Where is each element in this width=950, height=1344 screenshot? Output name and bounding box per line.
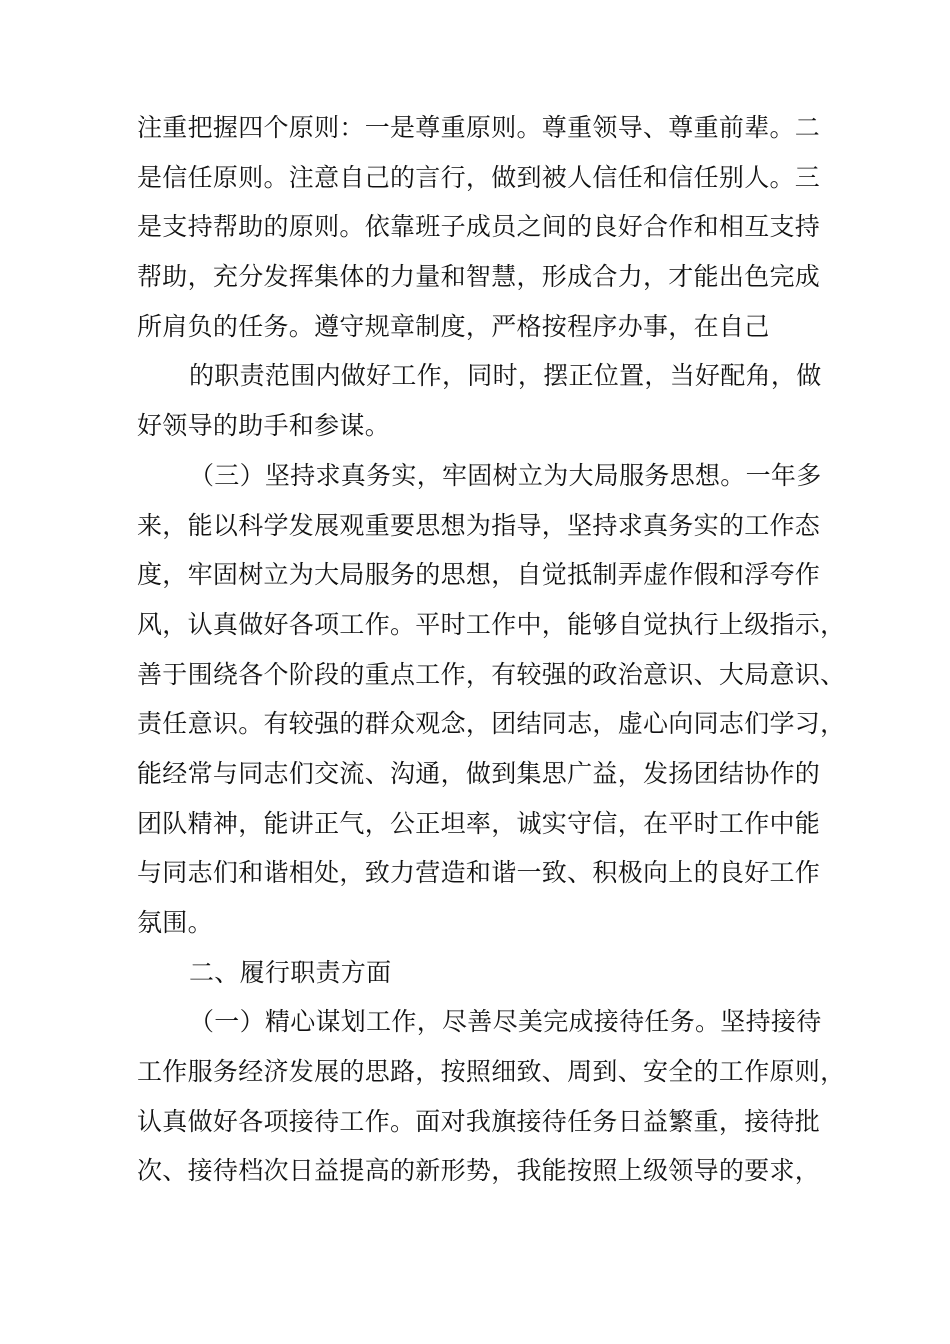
text-line: 工作服务经济发展的思路，按照细致、周到、安全的工作原则， bbox=[137, 1057, 846, 1087]
text-line: 好领导的助手和参谋。 bbox=[137, 411, 391, 441]
text-line: 认真做好各项接待工作。面对我旗接待任务日益繁重，接待批 bbox=[137, 1106, 821, 1136]
text-line: 度，牢固树立为大局服务的思想，自觉抵制弄虚作假和浮夸作 bbox=[137, 560, 821, 590]
text-line: 责任意识。有较强的群众观念，团结同志，虚心向同志们学习， bbox=[137, 709, 846, 739]
text-line: 帮助，充分发挥集体的力量和智慧，形成合力，才能出色完成 bbox=[137, 262, 821, 292]
text-line: 是支持帮助的原则。依靠班子成员之间的良好合作和相互支持 bbox=[137, 212, 821, 242]
subsection-heading-1: （一）精心谋划工作，尽善尽美完成接待任务。坚持接待 bbox=[189, 1007, 822, 1037]
section-heading-2: 二、履行职责方面 bbox=[189, 957, 392, 987]
section-heading-3: （三）坚持求真务实，牢固树立为大局服务思想。一年多 bbox=[189, 460, 822, 490]
text-line: 善于围绕各个阶段的重点工作，有较强的政治意识、大局意识、 bbox=[137, 659, 846, 689]
text-line: 团队精神，能讲正气，公正坦率，诚实守信，在平时工作中能 bbox=[137, 808, 821, 838]
text-line: 风，认真做好各项工作。平时工作中，能够自觉执行上级指示， bbox=[137, 609, 846, 639]
text-line: 次、接待档次日益提高的新形势，我能按照上级领导的要求， bbox=[137, 1156, 821, 1186]
body-text bbox=[137, 103, 857, 1196]
text-line: 能经常与同志们交流、沟通，做到集思广益，发扬团结协作的 bbox=[137, 758, 821, 788]
text-line: 注重把握四个原则：一是尊重原则。尊重领导、尊重前辈。二 bbox=[137, 113, 821, 142]
text-line: 氛围。 bbox=[137, 908, 213, 937]
text-line: 是信任原则。注意自己的言行，做到被人信任和信任别人。三 bbox=[137, 162, 821, 192]
text-line: 来，能以科学发展观重要思想为指导，坚持求真务实的工作态 bbox=[137, 510, 821, 540]
text-line: 与同志们和谐相处，致力营造和谐一致、积极向上的良好工作 bbox=[137, 858, 821, 888]
text-line: 所肩负的任务。遵守规章制度，严格按程序办事，在自己 bbox=[137, 311, 770, 341]
text-line: 的职责范围内做好工作，同时，摆正位置，当好配角，做 bbox=[189, 361, 822, 391]
